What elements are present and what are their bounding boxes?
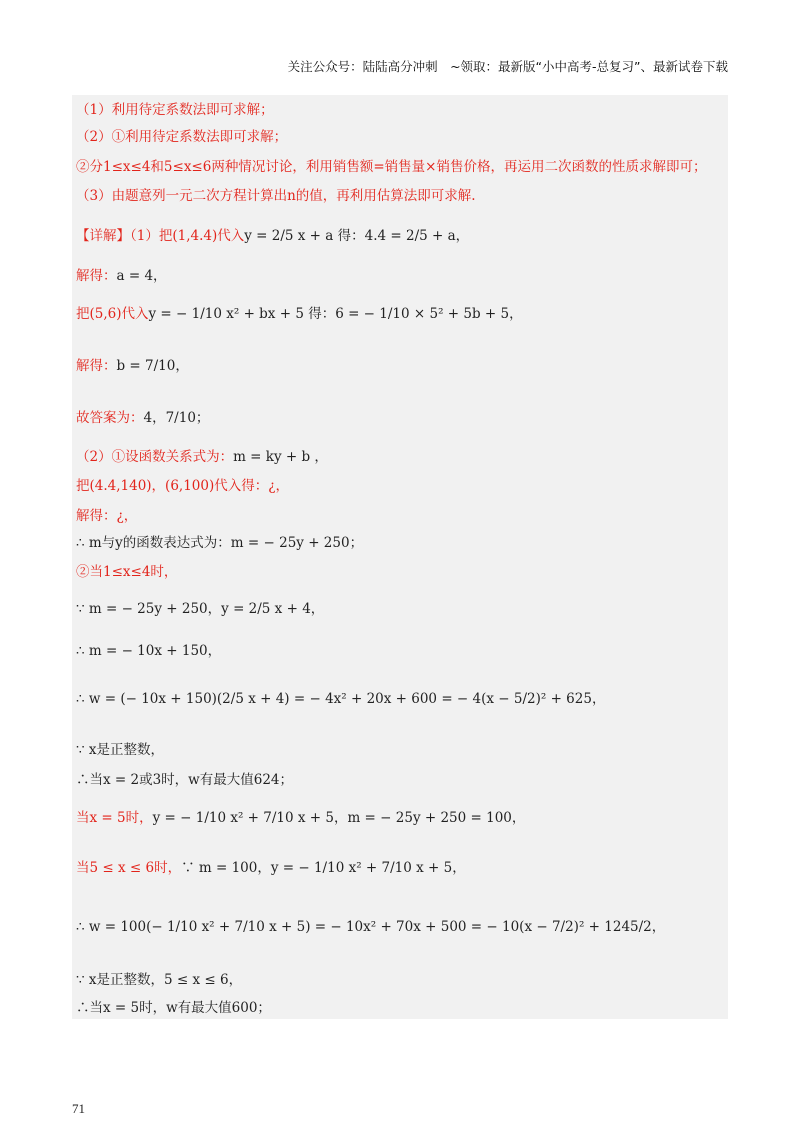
page-header: 关注公众号：陆陆高分冲刺 ~领取：最新版“小中高考-总复习”、最新试卷下载 — [287, 59, 728, 74]
solution-line-13: ∴ w = (− 10x + 150)(2/5 x + 4) = − 4x² + 20x + 600 = − 4(x − 5/2)² + 625， — [76, 691, 606, 707]
analysis-line-1: （1）利用待定系数法即可求解； — [76, 102, 274, 118]
solution-line-16: 当x = 5时，y = − 1/10 x² + 7/10 x + 5，m = − 25y + 250 = 100， — [76, 810, 526, 826]
solution-line-19: ∵ x是正整数，5 ≤ x ≤ 6， — [76, 972, 243, 988]
solution-line-17: 当5 ≤ x ≤ 6时，∵ m = 100，y = − 1/10 x² + 7/10 x + 5， — [76, 860, 466, 876]
analysis-line-2: （2）①利用待定系数法即可求解； — [76, 129, 288, 145]
solution-line-7: 把(4.4,140)，(6,100)代入得：¿， — [76, 478, 289, 494]
analysis-line-3: ②分1≤x≤4和5≤x≤6两种情况讨论，利用销售额=销售量×销售价格，再运用二次函数的性质求解即可； — [76, 159, 707, 175]
solution-line-2: 解得：a = 4， — [76, 268, 167, 284]
analysis-line-4: （3）由题意列一元二次方程计算出n的值，再利用估算法即可求解. — [76, 188, 476, 204]
solution-line-15: ∴当x = 2或3时，w有最大值624； — [76, 772, 294, 788]
solution-line-9: ∴ m与y的函数表达式为：m = − 25y + 250； — [76, 535, 364, 551]
solution-line-4: 解得：b = 7/10， — [76, 358, 189, 374]
solution-line-14: ∵ x是正整数， — [76, 742, 164, 758]
solution-line-18: ∴ w = 100(− 1/10 x² + 7/10 x + 5) = − 10x² + 70x + 500 = − 10(x − 7/2)² + 1245/2， — [76, 919, 666, 935]
solution-line-20: ∴当x = 5时，w有最大值600； — [76, 1000, 271, 1016]
solution-line-1: 【详解】（1）把(1,4.4)代入y = 2/5 x + a 得：4.4 = 2/5 + a， — [76, 228, 470, 244]
solution-line-6: （2）①设函数关系式为：m = ky + b ， — [76, 449, 328, 465]
solution-line-5: 故答案为：4，7/10； — [76, 410, 210, 426]
solution-line-8: 解得：¿， — [76, 508, 138, 524]
page-number: 71 — [72, 1101, 85, 1116]
solution-line-10: ②当1≤x≤4时， — [76, 564, 178, 580]
solution-line-3: 把(5,6)代入y = − 1/10 x² + bx + 5 得：6 = − 1/10 × 5² + 5b + 5， — [76, 306, 523, 322]
solution-line-12: ∴ m = − 10x + 150， — [76, 643, 222, 659]
solution-line-11: ∵ m = − 25y + 250，y = 2/5 x + 4， — [76, 601, 325, 617]
